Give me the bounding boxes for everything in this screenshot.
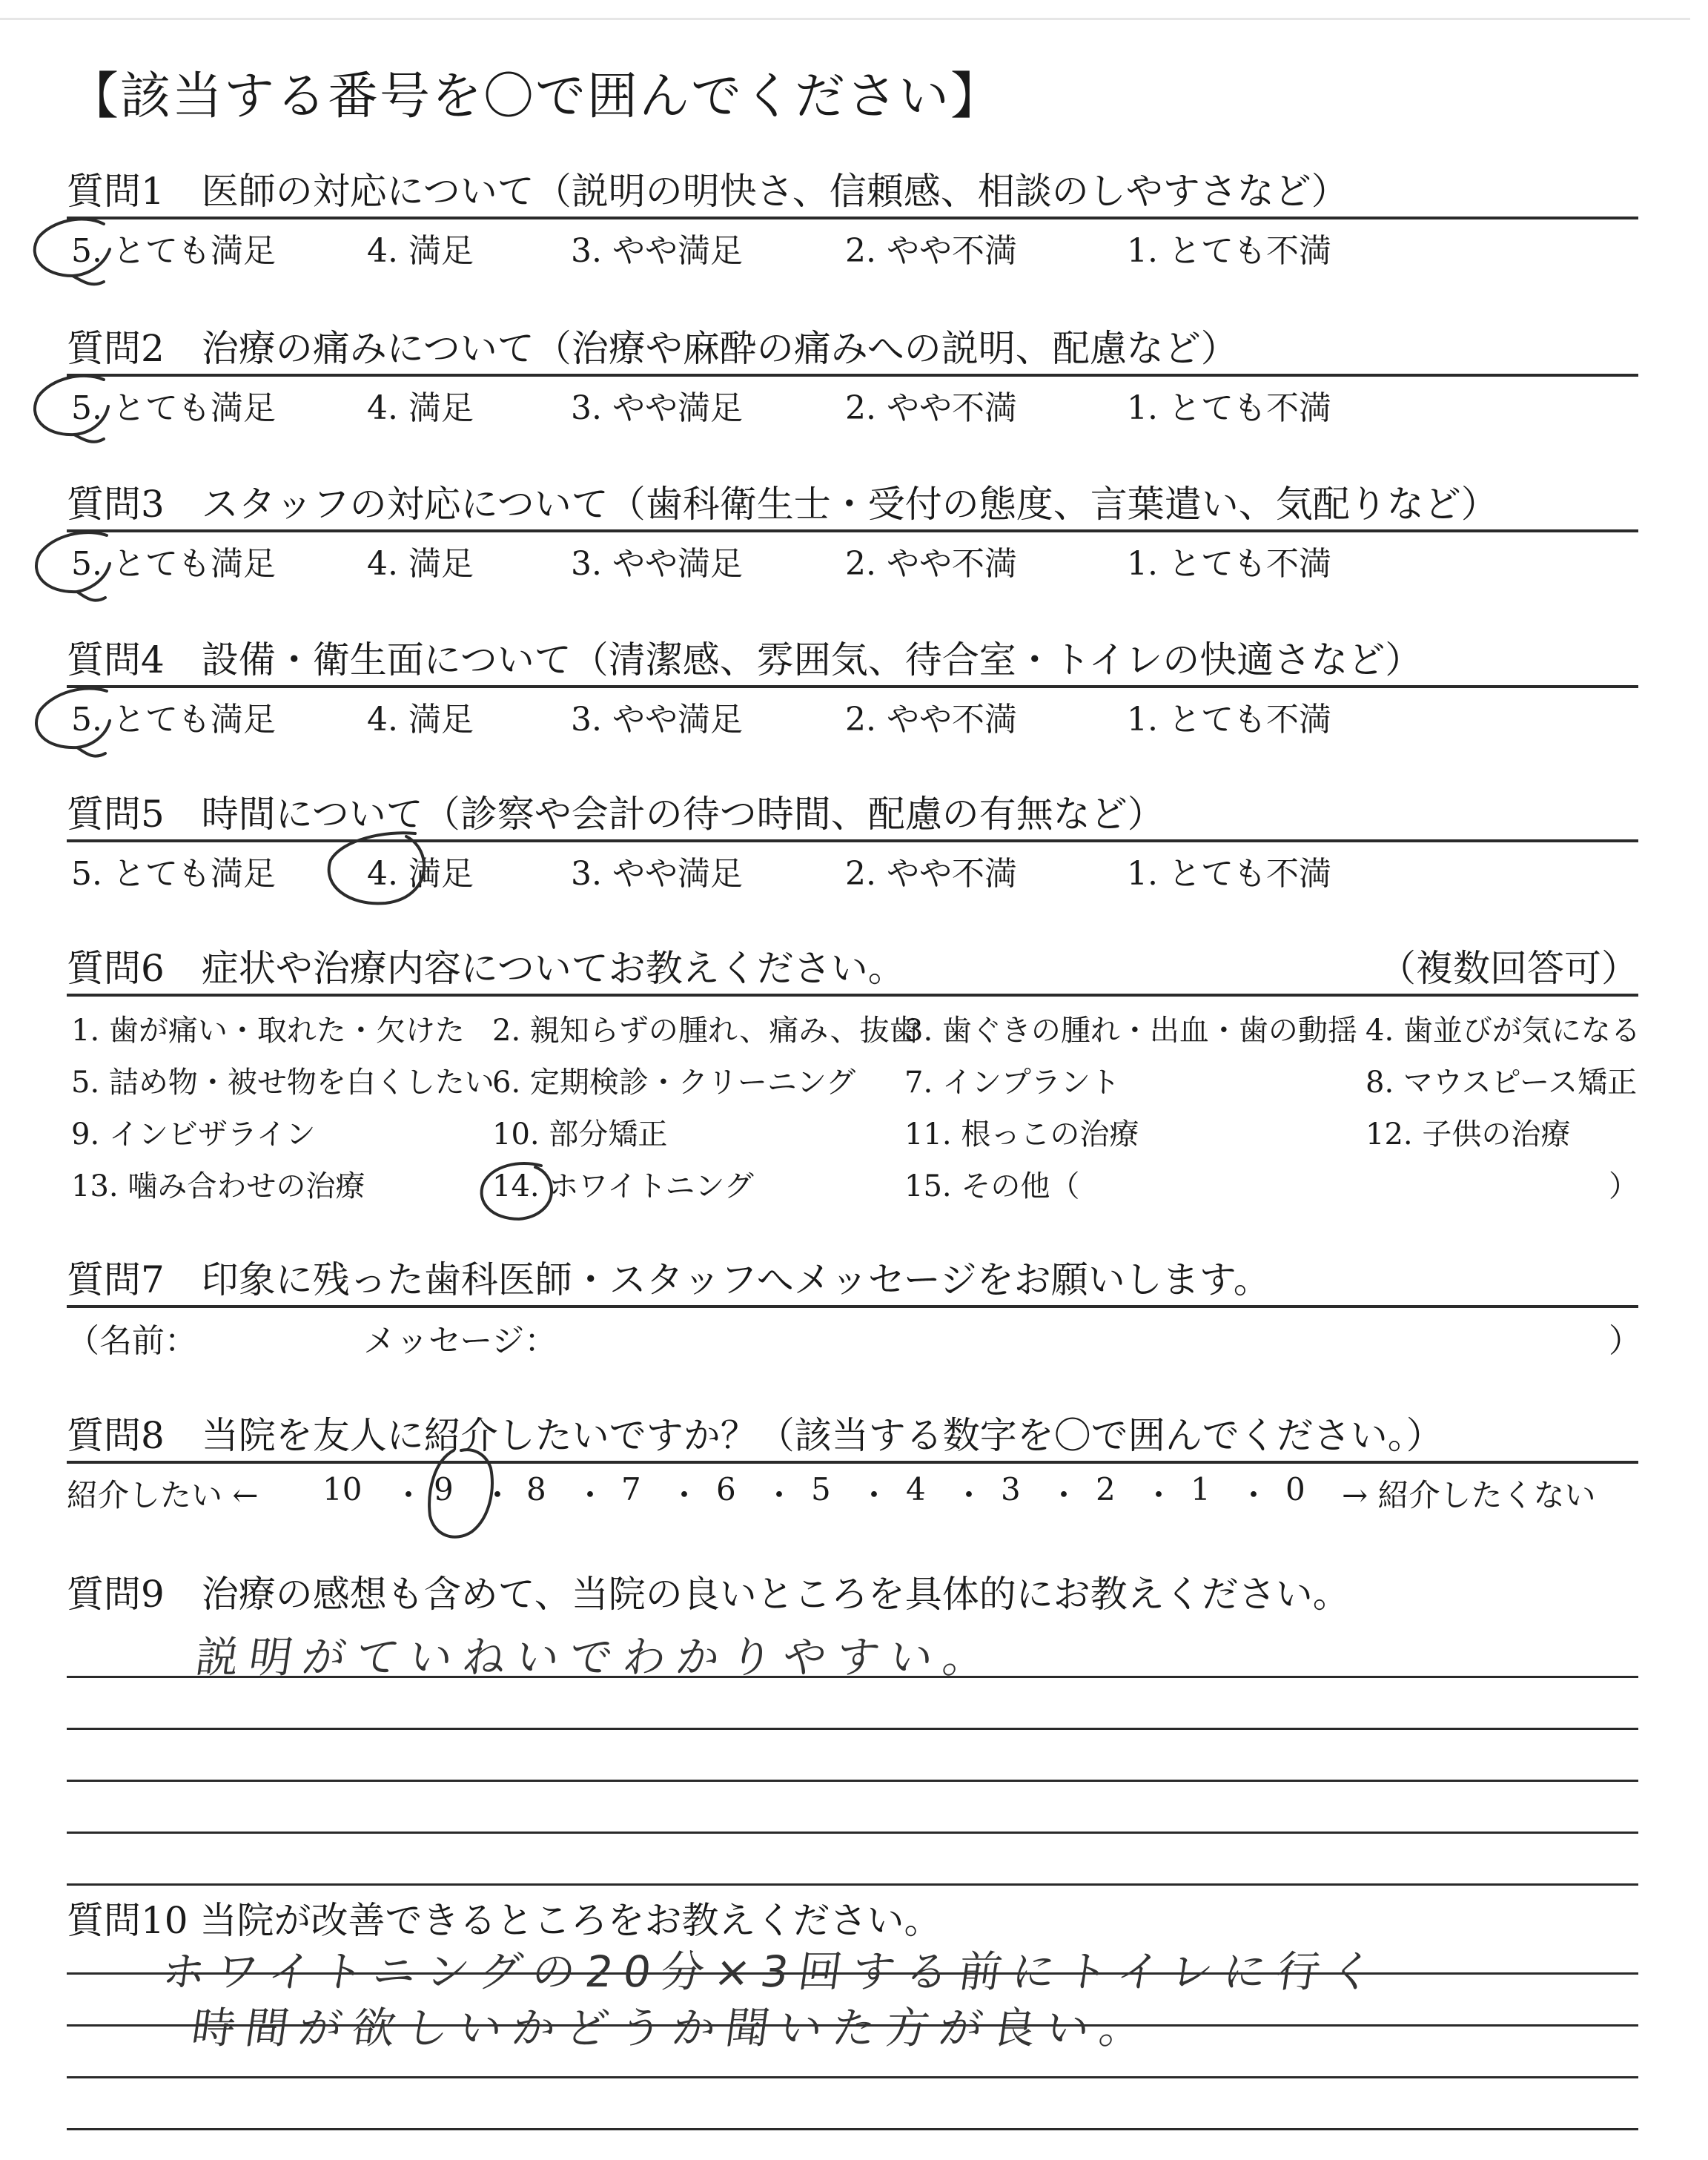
question-6-rule (67, 994, 1638, 997)
question-6-note: （複数回答可） (1379, 947, 1638, 990)
recommend-right-label: → 紹介したくない (1342, 1477, 1596, 1513)
scale-dot: ・ (575, 1477, 606, 1513)
q1-option-3[interactable]: 3. やや満足 (571, 232, 743, 270)
scale-4[interactable]: 4 (906, 1471, 926, 1507)
scale-6[interactable]: 6 (716, 1471, 736, 1507)
q3-option-3[interactable]: 3. やや満足 (571, 545, 743, 583)
question-2-title: 質問2 治療の痛みについて（治療や麻酔の痛みへの説明、配慮など） (67, 327, 1238, 370)
q6-option-10[interactable]: 10. 部分矯正 (492, 1117, 668, 1152)
scale-0[interactable]: 0 (1285, 1471, 1305, 1507)
scale-3[interactable]: 3 (1001, 1471, 1021, 1507)
answer-line (67, 1832, 1638, 1834)
q4-option-1[interactable]: 1. とても不満 (1127, 701, 1331, 739)
q6-option-2[interactable]: 2. 親知らずの腫れ、痛み、抜歯 (492, 1014, 919, 1048)
scale-7[interactable]: 7 (621, 1471, 641, 1507)
question-5-rule (67, 839, 1638, 842)
scale-2[interactable]: 2 (1096, 1471, 1116, 1507)
question-1-title: 質問1 医師の対応について（説明の明快さ、信頼感、相談のしやすさなど） (67, 170, 1348, 213)
q2-option-5[interactable]: 5. とても満足 (71, 389, 276, 427)
q6-option-11[interactable]: 11. 根っこの治療 (904, 1117, 1139, 1152)
q6-option-5[interactable]: 5. 詰め物・被せ物を白くしたい (71, 1066, 494, 1100)
scale-dot: ・ (1143, 1477, 1175, 1513)
q6-option-4[interactable]: 4. 歯並びが気になる (1366, 1014, 1641, 1048)
q6-option-15[interactable]: 15. その他（ (904, 1169, 1080, 1203)
page-heading: 【該当する番号を〇で囲んでください】 (68, 67, 1003, 126)
q3-option-4[interactable]: 4. 満足 (367, 545, 474, 583)
scale-1[interactable]: 1 (1191, 1471, 1211, 1507)
scale-10[interactable]: 10 (322, 1471, 363, 1507)
scale-dot: ・ (858, 1477, 890, 1513)
q1-option-2[interactable]: 2. やや不満 (845, 232, 1017, 270)
answer-line (67, 1728, 1638, 1730)
q6-option-6[interactable]: 6. 定期検診・クリーニング (492, 1066, 856, 1100)
q6-option-14[interactable]: 14. ホワイトニング (492, 1169, 754, 1203)
q5-option-3[interactable]: 3. やや満足 (571, 855, 743, 893)
q6-option-1[interactable]: 1. 歯が痛い・取れた・欠けた (71, 1014, 465, 1048)
answer-line (67, 1883, 1638, 1886)
answer-line (67, 2128, 1638, 2130)
scale-dot: ・ (393, 1477, 425, 1513)
q3-option-5[interactable]: 5. とても満足 (71, 545, 276, 583)
q5-option-5[interactable]: 5. とても満足 (71, 855, 276, 893)
message-label: メッセージ： (363, 1322, 557, 1360)
answer-line (67, 1780, 1638, 1782)
q4-option-5[interactable]: 5. とても満足 (71, 701, 276, 739)
q5-option-1[interactable]: 1. とても不満 (1127, 855, 1331, 893)
scale-9[interactable]: 9 (434, 1471, 454, 1507)
top-border (0, 18, 1690, 20)
question-4-title: 質問4 設備・衛生面について（清潔感、雰囲気、待合室・トイレの快適さなど） (67, 638, 1423, 681)
question-3-title: 質問3 スタッフの対応について（歯科衛生士・受付の態度、言葉遣い、気配りなど） (67, 483, 1498, 526)
q3-option-2[interactable]: 2. やや不満 (845, 545, 1017, 583)
question-6-title: 質問6 症状や治療内容についてお教えください。 (67, 947, 905, 990)
scale-dot: ・ (482, 1477, 514, 1513)
scale-dot: ・ (953, 1477, 985, 1513)
question-8-title: 質問8 当院を友人に紹介したいですか？（該当する数字を〇で囲んでください。） (67, 1414, 1443, 1457)
recommend-left-label: 紹介したい ← (67, 1477, 259, 1513)
q4-option-3[interactable]: 3. やや満足 (571, 701, 743, 739)
scale-dot: ・ (1048, 1477, 1080, 1513)
question-10-answer-line-1: ホワイトニングの20分×3回する前にトイレに行く (159, 1946, 1388, 1997)
scale-dot: ・ (669, 1477, 701, 1513)
q6-option-12[interactable]: 12. 子供の治療 (1366, 1117, 1571, 1152)
question-7-title: 質問7 印象に残った歯科医師・スタッフへメッセージをお願いします。 (67, 1258, 1271, 1301)
scale-8[interactable]: 8 (526, 1471, 546, 1507)
q4-option-4[interactable]: 4. 満足 (367, 701, 474, 739)
question-9-title: 質問9 治療の感想も含めて、当院の良いところを具体的にお教えください。 (67, 1573, 1350, 1616)
question-9-answer: 説明がていねいでわかりやすい。 (192, 1632, 1001, 1682)
q6-option-3[interactable]: 3. 歯ぐきの腫れ・出血・歯の動揺 (904, 1014, 1357, 1048)
q5-option-2[interactable]: 2. やや不満 (845, 855, 1017, 893)
question-4-rule (67, 685, 1638, 688)
q4-option-2[interactable]: 2. やや不満 (845, 701, 1017, 739)
q5-option-4[interactable]: 4. 満足 (367, 855, 474, 893)
q2-option-1[interactable]: 1. とても不満 (1127, 389, 1331, 427)
question-8-rule (67, 1461, 1638, 1464)
q6-option-13[interactable]: 13. 噛み合わせの治療 (71, 1169, 365, 1203)
q1-option-1[interactable]: 1. とても不満 (1127, 232, 1331, 270)
q2-option-4[interactable]: 4. 満足 (367, 389, 474, 427)
q3-option-1[interactable]: 1. とても不満 (1127, 545, 1331, 583)
q1-option-5[interactable]: 5. とても満足 (71, 232, 276, 270)
question-1-rule (67, 217, 1638, 219)
q1-option-4[interactable]: 4. 満足 (367, 232, 474, 270)
question-2-rule (67, 374, 1638, 377)
scale-dot: ・ (764, 1477, 795, 1513)
q2-option-3[interactable]: 3. やや満足 (571, 389, 743, 427)
answer-line (67, 2076, 1638, 2078)
question-7-rule (67, 1305, 1638, 1308)
message-close: ） (1609, 1322, 1641, 1360)
q6-option-9[interactable]: 9. インビザライン (71, 1117, 316, 1152)
question-10-answer-line-2: 時間が欲しいかどうか聞いた方が良い。 (188, 2003, 1157, 2053)
scale-5[interactable]: 5 (811, 1471, 831, 1507)
q6-option-8[interactable]: 8. マウスピース矯正 (1366, 1066, 1638, 1100)
question-10-title: 質問10 当院が改善できるところをお教えください。 (67, 1899, 941, 1942)
question-3-rule (67, 529, 1638, 532)
q6-option-15-close: ） (1609, 1169, 1638, 1203)
q2-option-2[interactable]: 2. やや不満 (845, 389, 1017, 427)
scale-dot: ・ (1238, 1477, 1270, 1513)
name-label: （名前： (67, 1322, 197, 1360)
q6-option-7[interactable]: 7. インプラント (904, 1066, 1120, 1100)
question-5-title: 質問5 時間について（診察や会計の待つ時間、配慮の有無など） (67, 793, 1165, 836)
